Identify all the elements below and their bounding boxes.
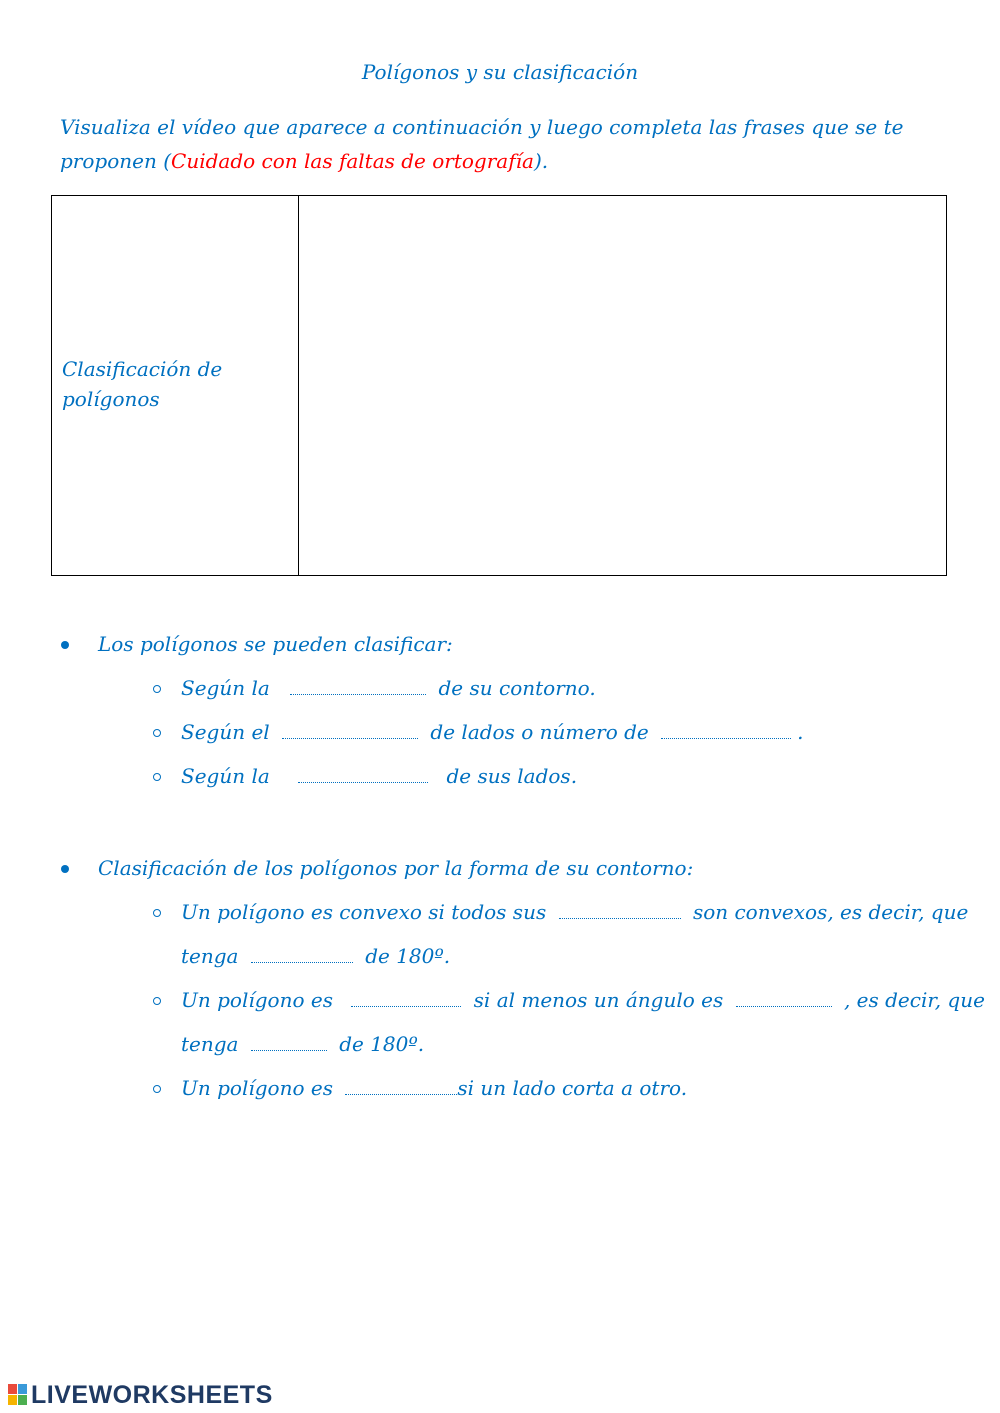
list-item-continued <box>181 944 450 968</box>
circle-bullet-icon <box>153 685 161 693</box>
bullet-icon <box>61 865 69 873</box>
list-item <box>181 900 968 924</box>
circle-bullet-icon <box>153 997 161 1005</box>
list-item <box>181 988 985 1012</box>
bullet-icon <box>61 641 69 649</box>
item-text: de su contorno. <box>438 676 596 700</box>
item-text: , es decir, que <box>843 988 985 1012</box>
item-text: tenga <box>181 944 239 968</box>
liveworksheets-logo <box>8 1380 273 1410</box>
instructions-end: ). <box>533 149 549 173</box>
item-text: de 180º. <box>365 944 451 968</box>
blank-input[interactable] <box>559 900 681 919</box>
list-item <box>181 764 577 788</box>
table-label: Clasificación de polígonos <box>62 357 223 411</box>
item-text: de 180º. <box>339 1032 425 1056</box>
blank-input[interactable] <box>282 720 418 739</box>
item-text: Según el <box>181 720 270 744</box>
circle-bullet-icon <box>153 909 161 917</box>
spelling-warning: Cuidado con las faltas de ortografía <box>171 149 534 173</box>
item-text: de sus lados. <box>446 764 578 788</box>
item-text: Un polígono es convexo si todos sus <box>181 900 547 924</box>
blank-input[interactable] <box>290 676 426 695</box>
instructions <box>60 110 920 178</box>
item-text: Según la <box>181 764 270 788</box>
section1-heading: Los polígonos se pueden clasificar: <box>98 632 453 656</box>
video-table <box>51 195 947 576</box>
item-text: Un polígono es <box>181 988 333 1012</box>
blank-input[interactable] <box>251 944 353 963</box>
list-item <box>181 1076 687 1100</box>
circle-bullet-icon <box>153 1085 161 1093</box>
section2-heading: Clasificación de los polígonos por la forma de su contorno: <box>98 856 694 880</box>
logo-blocks-icon <box>8 1384 28 1406</box>
logo-text: LIVEWORKSHEETS <box>31 1380 273 1409</box>
blank-input[interactable] <box>661 720 791 739</box>
item-text: si al menos un ángulo es <box>473 988 724 1012</box>
item-text: son convexos, es decir, que <box>692 900 969 924</box>
list-item-continued <box>181 1032 424 1056</box>
list-item <box>181 676 596 700</box>
item-text: tenga <box>181 1032 239 1056</box>
blank-input[interactable] <box>345 1076 457 1095</box>
list-item <box>181 720 803 744</box>
video-area[interactable] <box>299 196 946 575</box>
blank-input[interactable] <box>298 764 428 783</box>
circle-bullet-icon <box>153 729 161 737</box>
item-text: . <box>797 720 804 744</box>
item-text: si un lado corta a otro. <box>457 1076 688 1100</box>
item-text: de lados o número de <box>430 720 649 744</box>
item-text: Un polígono es <box>181 1076 333 1100</box>
instructions-text: Visualiza el vídeo que aparece a continuación y luego completa las frases que se te proponen ( <box>60 115 904 173</box>
circle-bullet-icon <box>153 773 161 781</box>
item-text: Según la <box>181 676 270 700</box>
page-title: Polígonos y su clasificación <box>361 60 639 84</box>
blank-input[interactable] <box>351 988 461 1007</box>
blank-input[interactable] <box>736 988 832 1007</box>
blank-input[interactable] <box>251 1032 327 1051</box>
